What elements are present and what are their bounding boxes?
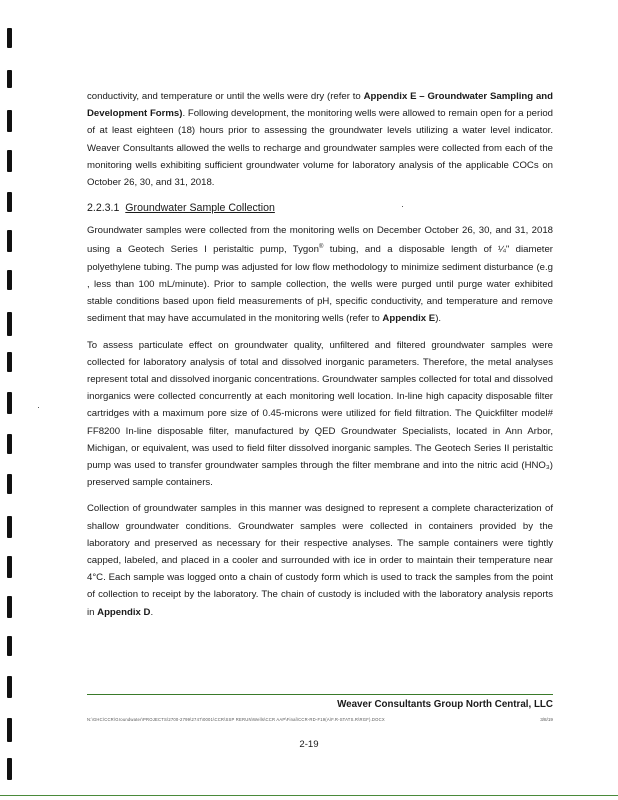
- document-date: 3/8/19: [540, 717, 553, 722]
- paragraph-text: tubing, and a disposable length of ¼" diameter polyethylene tubing. The pump was adjusted for low flow methodology to minimize sediment disturbance (e.g , less than 100 mL/minute). Prior to sample collection, the wells were purged until purge water exhibited stable conditions based upon field measurements of pH, specific conductivity, and temperature and remove sediment that may have accumulated in the monitoring wells (refer to: [87, 244, 554, 325]
- paragraph-text: Groundwater samples were collected from the monitoring wells on December October 26, 30, and 31, 2018 using a Geotech Series I peristaltic pump, Tygon: [87, 225, 553, 256]
- file-path: N:\GHC\CCR\Groundwater\PROJECTS\2700-2799\2747\0001\CCR\SSP RERUN\Wells\CCR AAP\Final\CCR-RD-F19(A\F.R-STATS.R\RGF).DOCX: [87, 717, 385, 722]
- paragraph-text: ®: [318, 244, 324, 251]
- bold-reference: Appendix D: [97, 606, 151, 618]
- paragraph-text: To assess particulate effect on groundwater quality, unfiltered and filtered groundwater samples were collected for laboratory analysis of total and dissolved inorganic parameters. Therefore, the metal analyses represent total and dissolved inorganic concentrations. Groundwater samples collected for total and dissolved inorganics were collected concurrently at each monitoring well location. In-line high capacity disposable filter cartridges with a maximum pore size of 0.45-microns were utilized for field filtration. The Quickfilter model# FF8200 In-line disposable filter, manufactured by QED Groundwater Specialists, located in Ann Arbor, Michigan, or equivalent, was used to field filter dissolved inorganic samples. The Geotech Series II peristaltic pump was used to transfer groundwater samples through the filter membrane and into the nitric acid (HNO₃) preserved sample containers.: [87, 339, 553, 489]
- paragraph-sample-collection: [87, 222, 553, 327]
- paragraph-text: Collection of groundwater samples in this manner was designed to represent a complete characterization of shallow groundwater conditions. Groundwater samples were collected in containers provided by the laboratory and preserved as necessary for their respective analyses. The sample containers were tightly capped, labeled, and placed in a cooler and surrounded with ice in order to maintain their temperature near 4°C. Each sample was logged onto a chain of custody form which is used to track the samples from the point of collection to receipt by the laboratory. The chain of custody is included with the laboratory analysis reports in: [87, 503, 553, 618]
- paragraph-text: . Following development, the monitoring wells were allowed to remain open for a period of at least eighteen (18) hours prior to assessing the groundwater levels utilizing a water level indicator. Weaver Consultants allowed the wells to recharge and groundwater samples were collected from each of the monitoring wells exhibiting sufficient groundwater volume for laboratory analysis of the applicable COCs on October 26, 30, and 31, 2018.: [87, 108, 553, 189]
- paragraph-development: [87, 88, 553, 191]
- bold-reference: Appendix E: [382, 313, 436, 325]
- bottom-rule: [0, 795, 618, 796]
- page-number: 2-19: [299, 739, 319, 750]
- company-name: Weaver Consultants Group North Central, LLC: [337, 699, 553, 710]
- subsection-number: 2.2.3.1: [87, 202, 120, 215]
- bold-reference: Appendix E – Groundwater Sampling and Development Forms): [87, 91, 554, 120]
- document-body: [87, 88, 553, 621]
- paragraph-text: conductivity, and temperature or until the wells were dry (refer to: [87, 91, 364, 102]
- paragraph-text: ).: [435, 313, 442, 325]
- subsection-heading: [87, 200, 553, 216]
- paragraph-characterization: [87, 500, 553, 620]
- paragraph-text: .: [150, 606, 154, 618]
- subsection-title: Groundwater Sample Collection: [125, 202, 275, 215]
- paragraph-particulate-effect: [87, 337, 553, 492]
- binder-hole-strip: [7, 0, 13, 800]
- scan-speck: [38, 407, 39, 408]
- footer-rule: [87, 694, 553, 695]
